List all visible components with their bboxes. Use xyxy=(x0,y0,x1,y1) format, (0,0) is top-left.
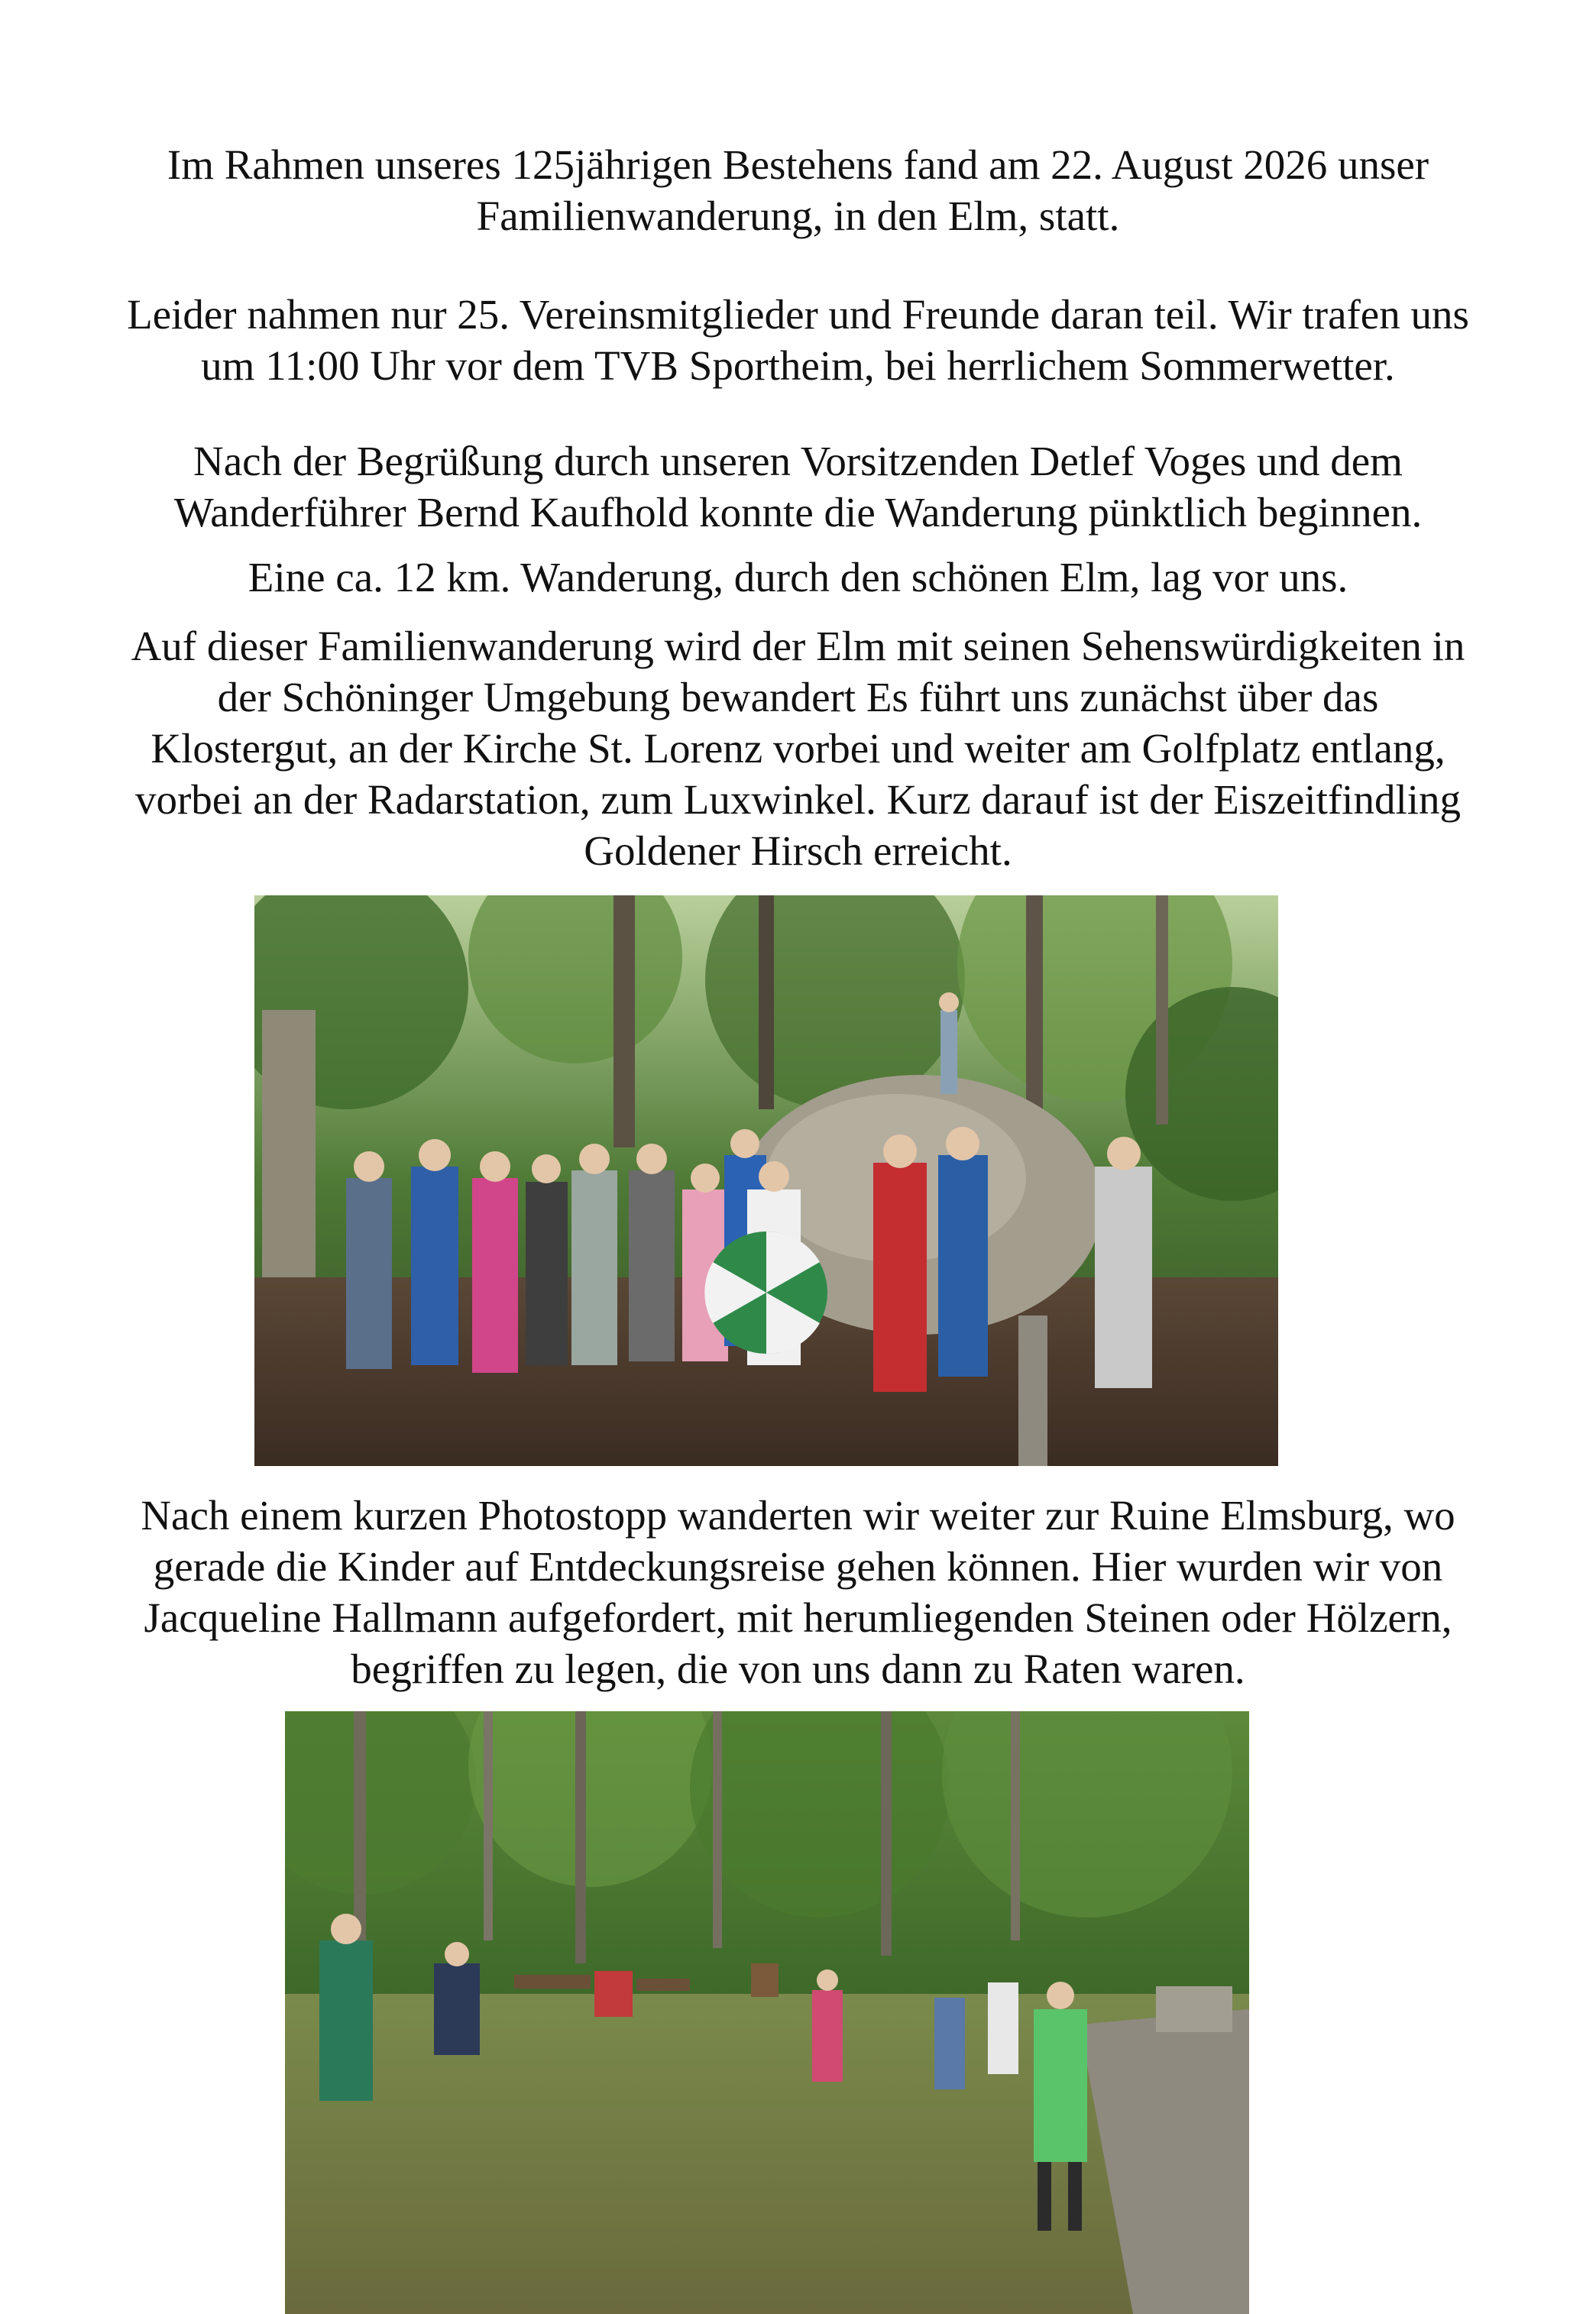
greeting-paragraph: Nach der Begrüßung durch unseren Vorsitzenden Detlef Voges und dem Wanderführer Bernd Kaufhold konnte die Wanderung pünktlich beginnen. xyxy=(173,438,1423,536)
route-paragraph: Auf dieser Familienwanderung wird der Elm mit seinen Sehenswürdigkeiten in der Schöninger Umgebung bewandert Es führt uns zunächst über das Klostergut, an der Kirche St. Lorenz vorbei und weiter am Golfplatz entlang, vorbei an der Radarstation, zum Luxwinkel. Kurz darauf ist der Eiszeitfindling Goldener Hirsch erreicht. xyxy=(131,623,1465,874)
distance-paragraph: Eine ca. 12 km. Wanderung, durch den schönen Elm, lag vor uns. xyxy=(248,554,1348,600)
intro-paragraph: Im Rahmen unseres 125jährigen Bestehens fand am 22. August 2026 unser Familienwanderung, in den Elm, statt. xyxy=(167,141,1429,239)
participants-paragraph: Leider nahmen nur 25. Vereinsmitglieder und Freunde daran teil. Wir trafen uns um 11:00 Uhr vor dem TVB Sportheim, bei herrlichem Sommerwetter. xyxy=(127,291,1469,389)
clearing-photo-elmsburg xyxy=(285,1711,1249,2314)
group-photo-boulder xyxy=(254,895,1278,1466)
ruine-paragraph: Nach einem kurzen Photostopp wanderten wir weiter zur Ruine Elmsburg, wo gerade die Kinder auf Entdeckungsreise gehen können. Hier wurden wir von Jacqueline Hallmann aufgefordert, mit herumliegenden Steinen oder Hölzern, begriffen zu legen, die von uns dann zu Raten waren. xyxy=(141,1492,1455,1692)
